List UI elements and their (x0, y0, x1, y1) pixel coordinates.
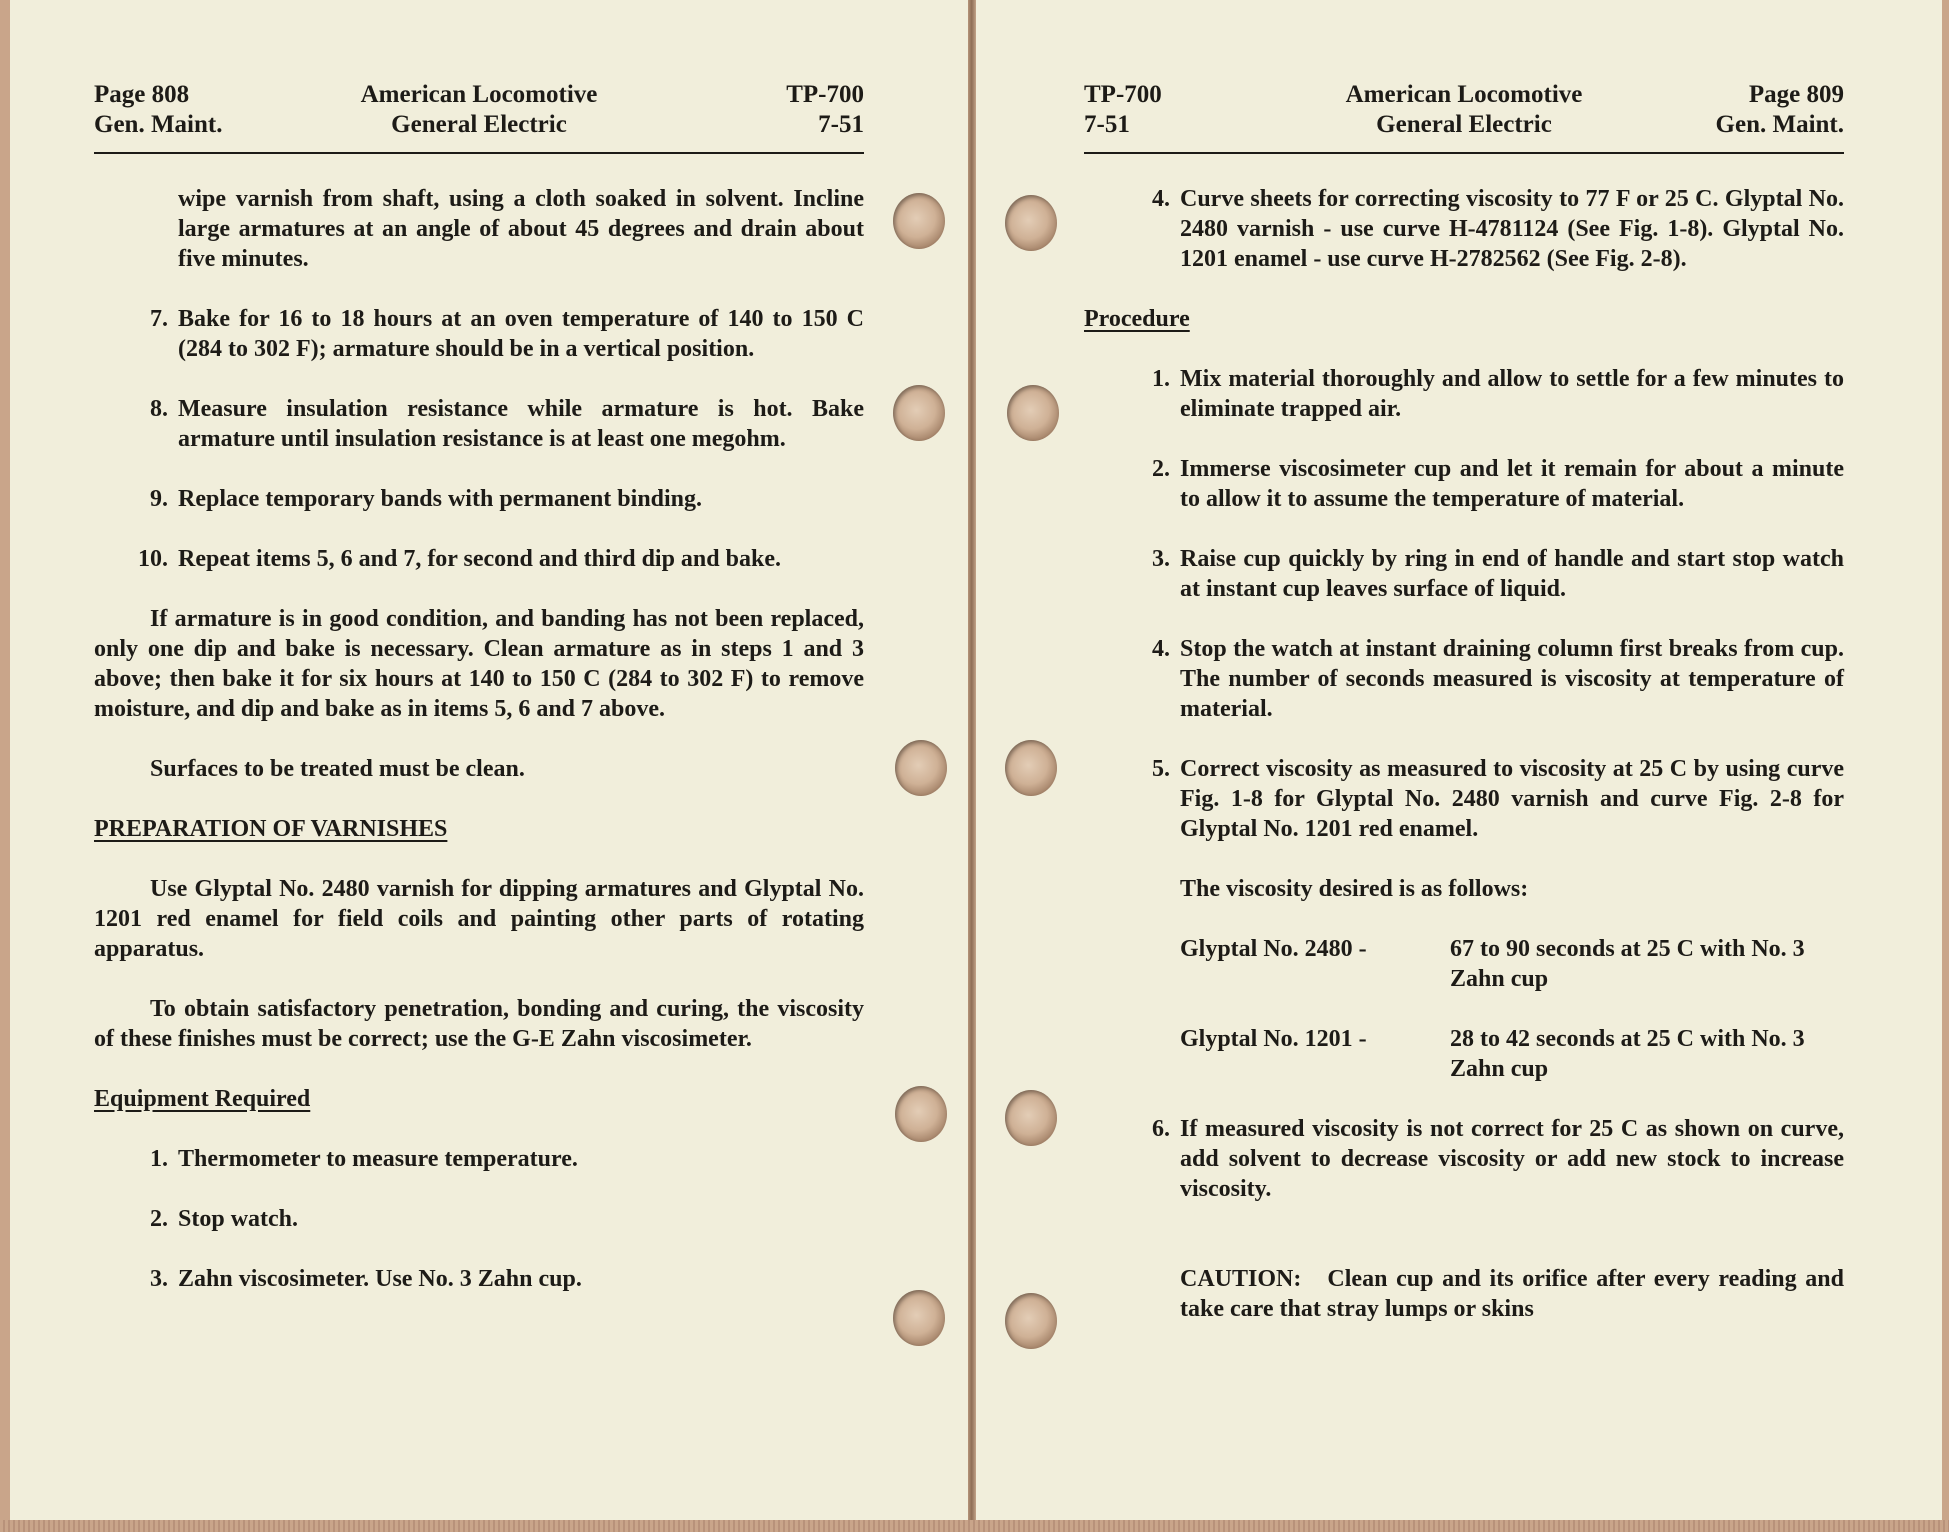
binder-hole (895, 1086, 947, 1142)
list-item: 4. Stop the watch at instant draining column first breaks from cup. The number of seconds measured is viscosity at temperature of material. (1152, 636, 1844, 722)
heading-equipment: Equipment Required (94, 1086, 311, 1112)
heading-procedure: Procedure (1084, 306, 1190, 332)
list-item: 4. Curve sheets for correcting viscosity to 77 F or 25 C. Glyptal No. 2480 varnish - use curve H-4781124 (See Fig. 1-8). Glyptal No. 1201 enamel - use curve H-2782562 (See Fig. 2-8). (1152, 186, 1844, 272)
section-label: Gen. Maint. (1715, 111, 1844, 138)
doc-number: TP-700 (786, 81, 864, 108)
list-item: 3. Zahn viscosimeter. Use No. 3 Zahn cup. (150, 1266, 582, 1292)
publisher-line-1: American Locomotive (360, 81, 598, 108)
page-number: Page 809 (1748, 81, 1844, 108)
publisher-line-2: General Electric (1376, 111, 1552, 138)
viscosity-row: Glyptal No. 1201 - 28 to 42 seconds at 25 C with No. 3 Zahn cup (1180, 1026, 1805, 1082)
viscosity-row: Glyptal No. 2480 - 67 to 90 seconds at 25 C with No. 3 Zahn cup (1180, 936, 1805, 992)
left-page-content (94, 184, 864, 1294)
binder-hole (895, 740, 947, 796)
list-item: 10. Repeat items 5, 6 and 7, for second and third dip and bake. (138, 546, 781, 572)
binder-hole (1005, 1293, 1057, 1349)
binder-hole (1005, 195, 1057, 251)
heading-preparation: PREPARATION OF VARNISHES (94, 816, 448, 842)
binder-hole (893, 1290, 945, 1346)
paragraph-viscosity: To obtain satisfactory penetration, bonding and curing, the viscosity of these finishes must be correct; use the G-E Zahn viscosimeter. (94, 996, 864, 1052)
list-item: 1. Thermometer to measure temperature. (150, 1146, 578, 1172)
left-page (10, 0, 968, 1520)
list-item: 3. Raise cup quickly by ring in end of handle and start stop watch at instant cup leaves surface of liquid. (1152, 546, 1844, 602)
page-number: Page 808 (94, 81, 190, 108)
page-edge (0, 1520, 1949, 1532)
list-item (94, 184, 864, 274)
paragraph-condition: If armature is in good condition, and banding has not been replaced, only one dip and bake is necessary. Clean armature as in steps 1 and 3 above; then bake it for six hours at 140 to 150 C (284 to 302 F) to remove moisture, and dip and bake as in items 5, 6 and 7 above. (94, 606, 864, 722)
caution-text: Clean cup and its orifice after every reading and take care that stray lumps or skins (1180, 1266, 1845, 1322)
list-item: 9. Replace temporary bands with permanent binding. (150, 486, 703, 512)
viscosity-intro: The viscosity desired is as follows: (1180, 876, 1529, 902)
paragraph-surfaces: Surfaces to be treated must be clean. (150, 756, 525, 782)
paragraph-glyptal: Use Glyptal No. 2480 varnish for dipping armatures and Glyptal No. 1201 red enamel for field coils and painting other parts of rotating apparatus. (94, 876, 864, 962)
section-label: Gen. Maint. (94, 111, 223, 138)
list-item: 8. Measure insulation resistance while armature is hot. Bake armature until insulation resistance is at least one megohm. (150, 396, 864, 452)
book-gutter (968, 0, 976, 1532)
list-item: 2. Stop watch. (150, 1206, 299, 1232)
doc-number: TP-700 (1084, 81, 1162, 108)
right-page-content (1084, 184, 1844, 1324)
publisher-line-2: General Electric (391, 111, 567, 138)
list-item: 5. Correct viscosity as measured to viscosity at 25 C by using curve Fig. 1-8 for Glyptal No. 2480 varnish and curve Fig. 2-8 for Glyptal No. 1201 red enamel. (1152, 756, 1844, 842)
publisher-line-1: American Locomotive (1345, 81, 1583, 108)
continuation-text: wipe varnish from shaft, using a cloth soaked in solvent. Incline large armatures at an angle of about 45 degrees and drain about five minutes. (178, 186, 864, 272)
right-page (976, 0, 1942, 1520)
doc-date: 7-51 (1084, 111, 1130, 138)
caution-label: CAUTION: (1180, 1266, 1302, 1292)
list-item: 1. Mix material thoroughly and allow to settle for a few minutes to eliminate trapped air. (1152, 366, 1844, 422)
binder-hole (1007, 385, 1059, 441)
binder-hole (1005, 740, 1057, 796)
list-item: 2. Immerse viscosimeter cup and let it remain for about a minute to allow it to assume the temperature of material. (1152, 456, 1844, 512)
list-item: 6. If measured viscosity is not correct for 25 C as shown on curve, add solvent to decrease viscosity or add new stock to increase viscosity. (1152, 1116, 1844, 1202)
binder-hole (1005, 1090, 1057, 1146)
caution-note (1084, 1264, 1844, 1324)
right-page-header (1084, 80, 1844, 154)
doc-date: 7-51 (818, 111, 864, 138)
binder-hole (893, 193, 945, 249)
left-page-header (94, 80, 864, 154)
binder-hole (893, 385, 945, 441)
list-item: 7. Bake for 16 to 18 hours at an oven temperature of 140 to 150 C (284 to 302 F); armature should be in a vertical position. (150, 306, 864, 362)
